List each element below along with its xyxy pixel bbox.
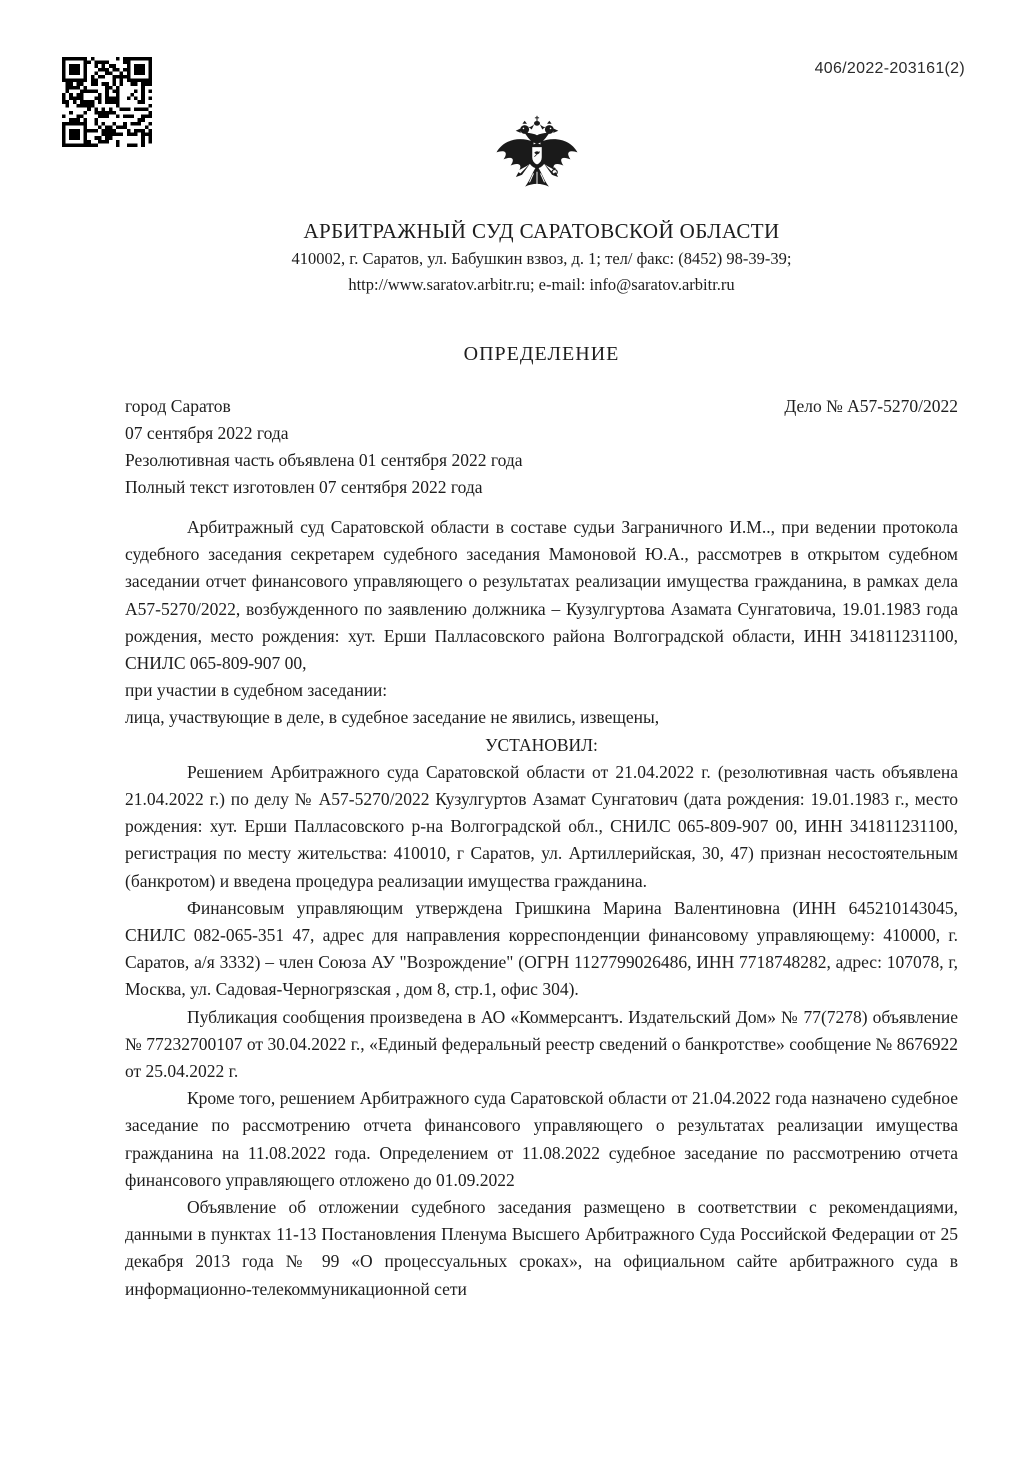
paragraph-2: при участии в судебном заседании: xyxy=(125,680,388,701)
paragraph-9: Объявление об отложении судебного заседания размещено в соответствии с рекомендациями, данными в пунктах 11-13 Постановления Пленума Высшего Арбитражного Суда Российской Федерации от 25 декабря 2013 года № 99 «О процессуальных сроках», на официальном сайте арбитражного суда в информационно-телекоммуникационной сети xyxy=(125,1197,958,1299)
date-line: 07 сентября 2022 года xyxy=(125,423,289,443)
court-contacts: http://www.saratov.arbitr.ru; e-mail: info@saratov.arbitr.ru xyxy=(348,275,735,294)
document-title: ОПРЕДЕЛЕНИЕ xyxy=(463,343,620,365)
paragraph-6: Финансовым управляющим утверждена Гришкина Марина Валентиновна (ИНН 645210143045, СНИЛС 082-065-351 47, адрес для направления корреспонденции финансовому управляющему: 410000, г. Саратов, а/я 3332) – член Союза АУ "Возрождение" (ОГРН 1127799026486, ИНН 7718748282, адрес: 107078, г, Москва, ул. Садовая-Черногрязская , дом 8, стр.1, офис 304). xyxy=(125,897,958,1000)
court-letterhead xyxy=(125,216,958,298)
paragraph-1: Арбитражный суд Саратовской области в составе судьи Заграничного И.М.., при ведении протокола судебного заседания секретарем судебного заседания Мамоновой Ю.А., рассмотрев в открытом судебном заседании отчет финансового управляющего о результатах реализации имущества гражданина, в рамках дела А57-5270/2022, возбужденного по заявлению должника – Кузулгуртова Азамата Сунгатовича, 19.01.1983 года рождения, место рождения: хут. Ерши Палласовского района Волгоградской области, ИНН 341811231100, СНИЛС 065-809-907 00, xyxy=(125,517,958,674)
court-address: 410002, г. Саратов, ул. Бабушкин взвоз, д. 1; тел/ факс: (8452) 98-39-39; xyxy=(291,249,792,268)
city-case-row xyxy=(125,393,958,420)
stamp-number: 406/2022-203161(2) xyxy=(814,60,965,77)
resolutive-part-line: Резолютивная часть объявлена 01 сентября 2022 года xyxy=(125,450,523,470)
full-text-line: Полный текст изготовлен 07 сентября 2022 года xyxy=(125,477,483,497)
court-name: АРБИТРАЖНЫЙ СУД САРАТОВСКОЙ ОБЛАСТИ xyxy=(303,219,780,243)
paragraph-4: УСТАНОВИЛ: xyxy=(485,734,598,755)
paragraph-3: лица, участвующие в деле, в судебное заседание не явились, извещены, xyxy=(125,707,660,728)
paragraph-7: Публикация сообщения произведена в АО «Коммерсантъ. Издательский Дом» № 77(7278) объявление № 77232700107 от 30.04.2022 г., «Единый федеральный реестр сведений о банкротстве» сообщение № 8676922 от 25.04.2022 г. xyxy=(125,1006,958,1082)
city-label: город Саратов xyxy=(125,396,231,416)
paragraph-5: Решением Арбитражного суда Саратовской области от 21.04.2022 г. (резолютивная часть объявлена 21.04.2022 г.) по делу № А57-5270/2022 Кузулгуртов Азамат Сунгатович (дата рождения: 19.01.1983 г., место рождения: хут. Ерши Палласовского р-на Волгоградской обл., СНИЛС 065-809-907 00, ИНН 341811231100, регистрация по месту жительства: 410010, г Саратов, ул. Артиллерийская, 30, 47) признан несостоятельным (банкротом) и введена процедура реализации имущества гражданина. xyxy=(125,761,958,891)
paragraph-8: Кроме того, решением Арбитражного суда Саратовской области от 21.04.2022 года назначено судебное заседание по рассмотрению отчета финансового управляющего о результатах реализации имущества гражданина на 11.08.2022 года. Определением от 11.08.2022 судебное заседание по рассмотрению отчета финансового управляющего отложено до 01.09.2022 xyxy=(125,1088,958,1190)
case-number: Дело № А57-5270/2022 xyxy=(784,396,958,416)
russia-coat-of-arms-icon xyxy=(493,115,581,195)
document-body xyxy=(125,514,958,1303)
document-meta xyxy=(125,393,958,501)
qr-code-icon xyxy=(62,57,152,147)
